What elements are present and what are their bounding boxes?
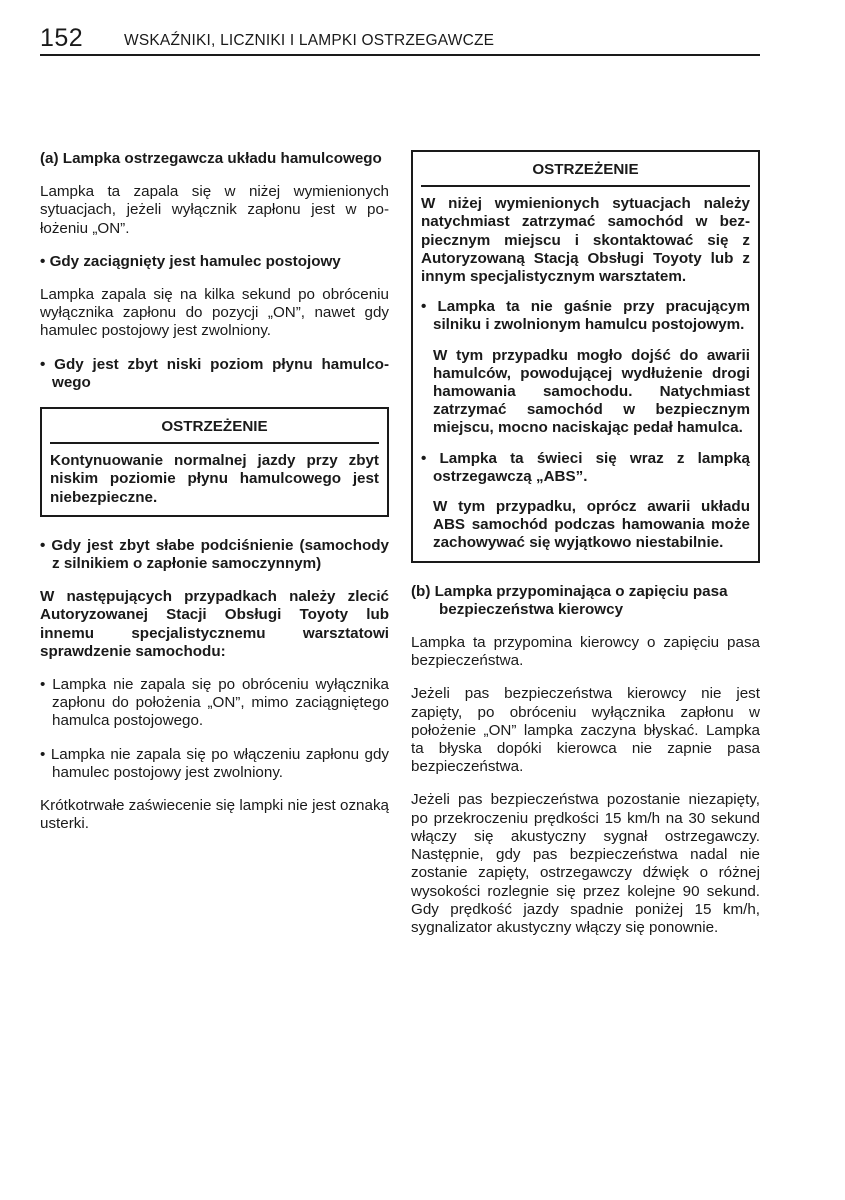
case-item-2: • Lampka nie zapala się po włączeniu zapłonu gdy hamulec postojowy jest zwolniony. xyxy=(40,745,389,781)
bullet-icon: • xyxy=(40,676,46,694)
bullet-icon: • xyxy=(421,449,427,467)
warning-title: OSTRZEŻENIE xyxy=(50,415,379,444)
section-b-label: (b) xyxy=(411,582,431,600)
left-column xyxy=(40,150,389,848)
warning-case-2-detail: W tym przypadku, oprócz awarii układu ABS samochód podczas hamowania może zachowywać się wyjątkowo niestabilnie. xyxy=(433,498,750,552)
seatbelt-para-1: Lampka ta przypomina kierowcy o zapięciu pasa bezpieczeństwa. xyxy=(411,634,760,670)
bullet-vacuum: • Gdy jest zbyt słabe podciśnienie (samochody z silnikiem o zapłonie samoczynnym) xyxy=(40,536,389,573)
closing-note: Krótkotrwałe zaświecenie się lampki nie jest oznaką usterki. xyxy=(40,797,389,833)
bullet-fluid-level: • Gdy jest zbyt niski poziom płynu hamulcowego xyxy=(40,355,389,391)
warning-box-fluid xyxy=(40,407,389,517)
case-item-1: • Lampka nie zapala się po obróceniu wyłącznika zapłonu do położenia „ON”, mimo zaciągniętego hamulca postojowego. xyxy=(40,676,389,730)
warning-text: Kontynuowanie normalnej jazdy przy zbyt niskim poziomie płynu hamulcowego jest niebezpieczne. xyxy=(50,452,379,506)
warning-case-1-detail: W tym przypadku mogło dojść do awarii hamulców, powodującej wydłużenie drogi hamowania samochodu. Natychmiast zatrzymać samochód w bezpiecznym miejscu, mocno naciskając pedał hamulca. xyxy=(433,346,750,437)
warning-intro: W niżej wymienionych sytuacjach należy natychmiast zatrzymać samochód w bezpiecznym miejscu i skontaktować się z Autoryzowaną Stacją Obsługi Toyoty lub z innym specjalistycznym warsztatem. xyxy=(421,195,750,286)
warning-box-brake xyxy=(411,150,760,563)
bullet-parking-brake: • Gdy zaciągnięty jest hamulec postojowy xyxy=(40,252,341,270)
warning-title: OSTRZEŻENIE xyxy=(421,158,750,187)
page-header xyxy=(40,22,760,56)
section-a-intro: Lampka ta zapala się w niżej wymienionych sytuacjach, jeżeli wyłącznik zapłonu jest w położeniu „ON”. xyxy=(40,183,389,237)
bullet-icon: • xyxy=(421,298,427,316)
bullet-icon: • xyxy=(40,536,46,554)
bullet-icon: • xyxy=(40,355,46,373)
section-b-heading xyxy=(411,583,760,619)
warning-case-2: • Lampka ta świeci się wraz z lampką ostrzegawczą „ABS”. xyxy=(421,449,750,485)
section-b-title: Lampka przypominająca o zapięciu pasa bezpieczeństwa kierowcy xyxy=(434,582,728,618)
chapter-title: WSKAŹNIKI, LICZNIKI I LAMPKI OSTRZEGAWCZE xyxy=(124,32,495,49)
warning-case-1: • Lampka ta nie gaśnie przy pracującym silniku i zwolnionym hamulcu postojowym. xyxy=(421,298,750,334)
right-column xyxy=(411,150,760,952)
seatbelt-para-3: Jeżeli pas bezpieczeństwa pozostanie niezapięty, po przekroczeniu prędkości 15 km/h na 30 sekund włączy się akustyczny sygnał ostrzegawczy. Następnie, gdy pas bezpieczeństwa nadal nie zostanie zapięty, ostrzegawczy dźwięk o różnej wysokości rozlegnie się przez kolejne 90 sekund. Gdy prędkość jazdy spadnie poniżej 15 km/h, sygnalizator akustyczny włączy się ponownie. xyxy=(411,791,760,936)
section-a-heading xyxy=(40,150,389,168)
check-instruction: W następujących przypadkach należy zlecić Autoryzowanej Stacji Obsługi Toyoty lub innemu specjalistycznemu warsztatowi sprawdzenie samochodu: xyxy=(40,588,389,660)
page-number: 152 xyxy=(40,24,84,52)
section-a-label: (a) xyxy=(40,150,59,167)
seatbelt-para-2: Jeżeli pas bezpieczeństwa kierowcy nie jest zapięty, po obróceniu wyłącznika zapłonu w położenie „ON” lampka zaczyna błyskać. Lampka ta błyska dopóki kierowca nie zapnie pasa bezpieczeństwa. xyxy=(411,685,760,776)
bullet-icon: • xyxy=(40,745,46,763)
bullet-icon: • xyxy=(40,252,46,270)
parking-brake-text: Lampka zapala się na kilka sekund po obróceniu wyłącznika zapłonu do pozycji „ON”, nawet gdy hamulec postojowy jest zwolniony. xyxy=(40,286,389,340)
section-a-title: Lampka ostrzegawcza układu hamulcowego xyxy=(62,150,382,167)
